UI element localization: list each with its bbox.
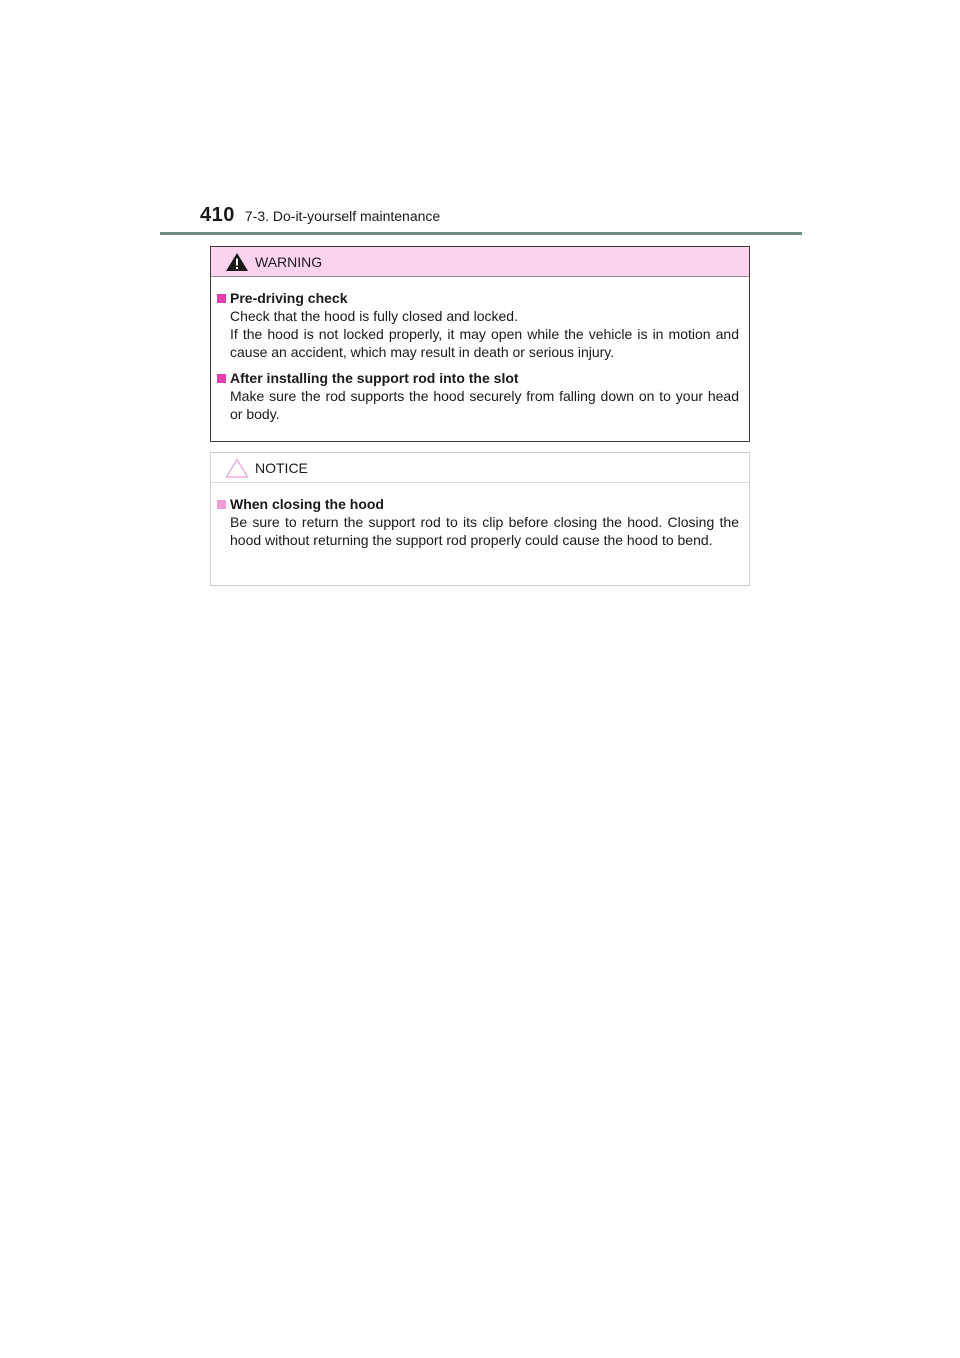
page-number: 410: [200, 204, 235, 226]
item-text: Be sure to return the support rod to its clip before closing the hood. Closing the hood without returning the support rod properly could cause the hood to bend.: [230, 514, 739, 548]
item-text: Check that the hood is fully closed and locked.: [230, 308, 518, 324]
header-rule: [160, 232, 802, 235]
page-header: [200, 204, 440, 227]
notice-label: NOTICE: [255, 459, 308, 476]
item-title: After installing the support rod into the slot: [230, 370, 519, 386]
item-text: Make sure the rod supports the hood securely from falling down on to your head or body.: [230, 388, 739, 422]
warning-box: [210, 246, 750, 442]
notice-body: [211, 483, 749, 549]
square-bullet-icon: [217, 294, 226, 303]
notice-header: [211, 453, 749, 483]
item-text: If the hood is not locked properly, it may open while the vehicle is in motion and cause an accident, which may result in death or serious injury.: [230, 326, 739, 360]
notice-box: [210, 452, 750, 586]
item-title: Pre-driving check: [230, 290, 348, 306]
item-title: When closing the hood: [230, 496, 384, 512]
warning-triangle-icon: [225, 252, 249, 272]
warning-body: [211, 277, 749, 423]
square-bullet-icon: [217, 374, 226, 383]
warning-header: [211, 247, 749, 277]
warning-label: WARNING: [255, 253, 323, 270]
warning-item-support-rod: [217, 369, 739, 423]
section-title: 7-3. Do-it-yourself maintenance: [244, 208, 441, 224]
notice-triangle-icon: [225, 458, 249, 478]
notice-item-closing-hood: [217, 495, 739, 549]
square-bullet-icon: [217, 500, 226, 509]
warning-item-pre-driving-check: [217, 289, 739, 361]
